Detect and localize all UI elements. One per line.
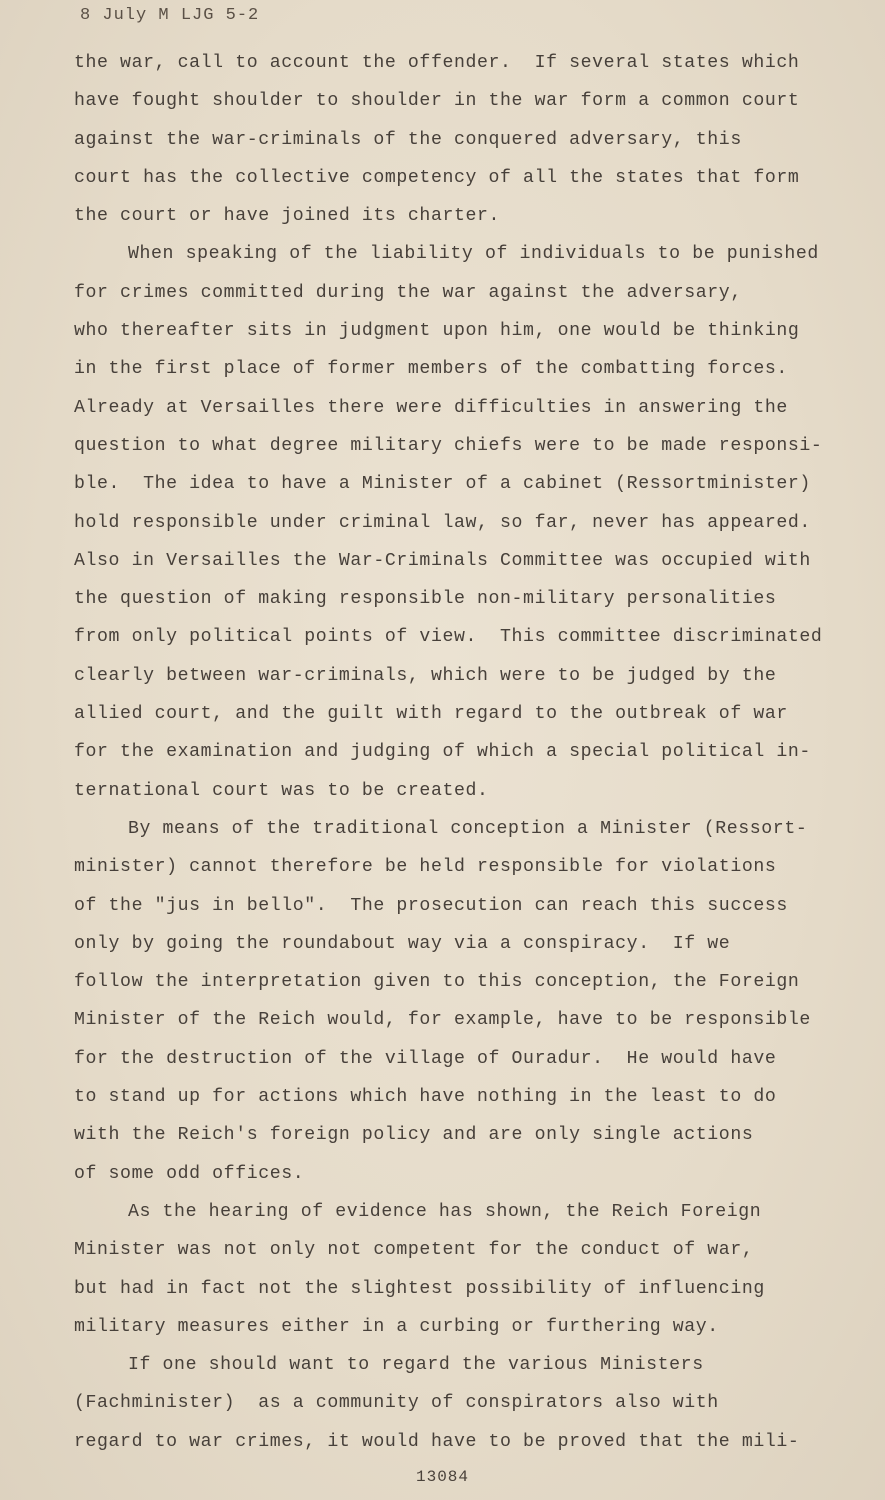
text-line: the question of making responsible non-military personalities xyxy=(74,589,777,610)
text-line: for the destruction of the village of Ouradur. He would have xyxy=(74,1048,777,1069)
text-line: ble. The idea to have a Minister of a cabinet (Ressortminister) xyxy=(74,474,811,495)
document-body xyxy=(74,44,844,1461)
text-line: follow the interpretation given to this conception, the Foreign xyxy=(74,972,800,993)
text-line: ternational court was to be created. xyxy=(74,780,489,801)
text-line: (Fachminister) as a community of conspirators also with xyxy=(74,1393,719,1414)
paragraph-start-line: When speaking of the liability of individuals to be punished xyxy=(128,244,819,265)
text-line: court has the collective competency of all the states that form xyxy=(74,167,800,188)
text-line: regard to war crimes, it would have to be proved that the mili- xyxy=(74,1431,800,1452)
text-line: against the war-criminals of the conquered adversary, this xyxy=(74,129,742,150)
paragraph-start-line: By means of the traditional conception a Minister (Ressort- xyxy=(128,818,808,839)
text-line: for the examination and judging of which a special political in- xyxy=(74,742,811,763)
text-line: in the first place of former members of the combatting forces. xyxy=(74,359,788,380)
text-line: military measures either in a curbing or furthering way. xyxy=(74,1316,719,1337)
text-line: Minister was not only not competent for the conduct of war, xyxy=(74,1240,754,1261)
text-line: hold responsible under criminal law, so far, never has appeared. xyxy=(74,512,811,533)
text-line: to stand up for actions which have nothing in the least to do xyxy=(74,1087,777,1108)
text-line: for crimes committed during the war against the adversary, xyxy=(74,282,742,303)
text-line: only by going the roundabout way via a conspiracy. If we xyxy=(74,933,731,954)
text-line: but had in fact not the slightest possibility of influencing xyxy=(74,1278,765,1299)
paragraph-start-line: As the hearing of evidence has shown, the Reich Foreign xyxy=(128,1201,762,1222)
text-line: Minister of the Reich would, for example, have to be responsible xyxy=(74,1010,811,1031)
text-line: the war, call to account the offender. If several states which xyxy=(74,53,800,73)
text-line: Already at Versailles there were difficulties in answering the xyxy=(74,397,788,418)
page-number: 13084 xyxy=(415,1468,469,1486)
page-header-reference: 8 July M LJG 5-2 xyxy=(80,6,260,25)
text-line: allied court, and the guilt with regard to the outbreak of war xyxy=(74,704,788,725)
text-line: with the Reich's foreign policy and are only single actions xyxy=(74,1125,754,1146)
text-line: from only political points of view. This committee discriminated xyxy=(74,627,823,648)
text-line: question to what degree military chiefs were to be made responsi- xyxy=(74,435,823,456)
text-line: of some odd offices. xyxy=(74,1163,305,1184)
text-line: have fought shoulder to shoulder in the war form a common court xyxy=(74,91,800,112)
text-line: the court or have joined its charter. xyxy=(74,206,501,227)
paragraph-start-line: If one should want to regard the various Ministers xyxy=(128,1355,704,1376)
text-line: Also in Versailles the War-Criminals Committee was occupied with xyxy=(74,550,811,571)
text-line: clearly between war-criminals, which were to be judged by the xyxy=(74,665,777,686)
text-line: minister) cannot therefore be held responsible for violations xyxy=(74,857,777,878)
text-line: who thereafter sits in judgment upon him, one would be thinking xyxy=(74,321,800,342)
text-line: of the "jus in bello". The prosecution can reach this success xyxy=(74,895,788,916)
